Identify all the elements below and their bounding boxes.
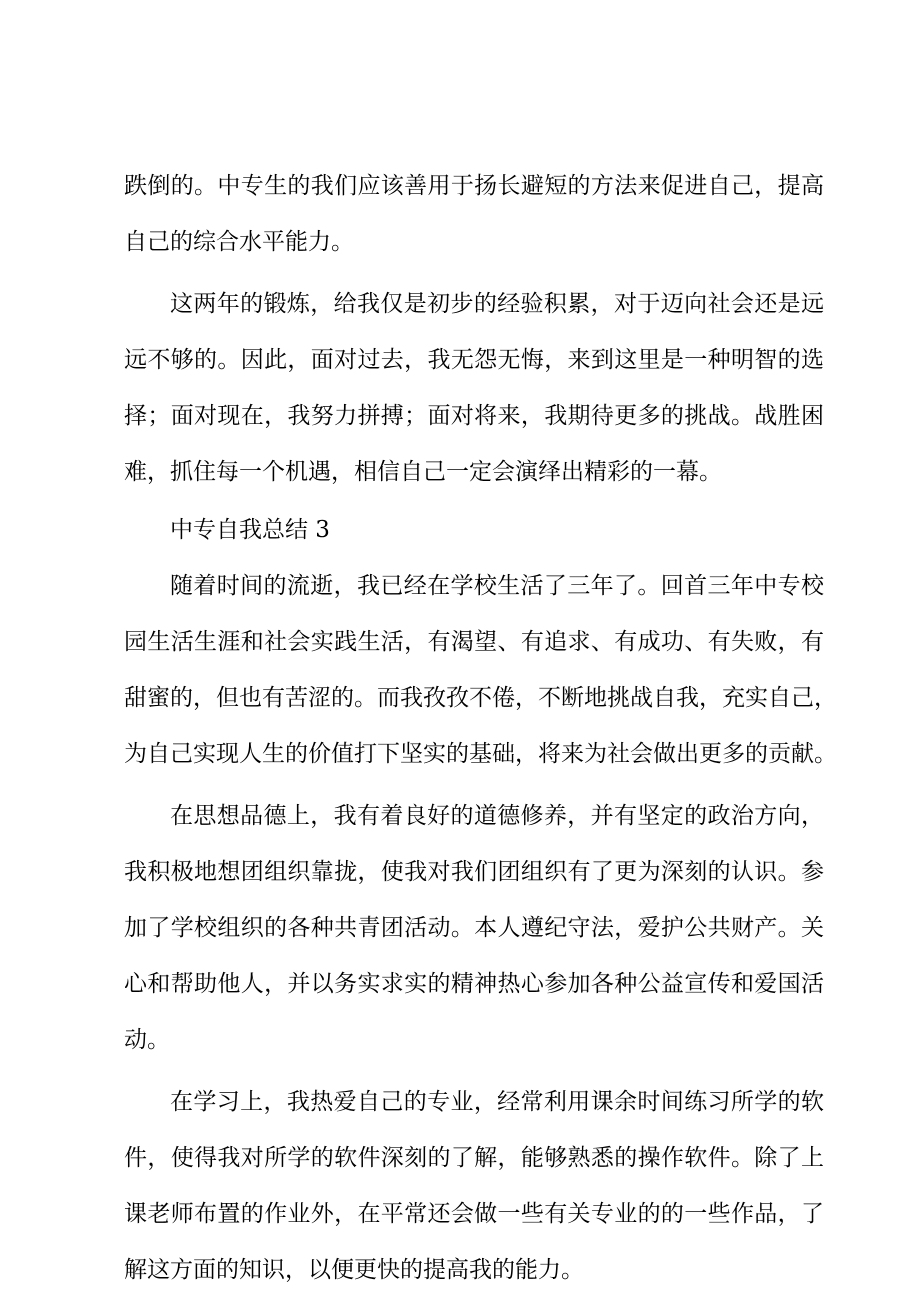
- paragraph-2-line-1: 这两年的锻炼，给我仅是初步的经验积累，对于迈向社会还是远: [170, 291, 824, 317]
- paragraph-3-line-3: 甜蜜的，但也有苦涩的。而我孜孜不倦，不断地挑战自我，充实自己，: [124, 685, 837, 711]
- paragraph-3-line-1: 随着时间的流逝，我已经在学校生活了三年了。回首三年中专校: [170, 573, 824, 599]
- paragraph-4-line-5: 动。: [124, 1027, 170, 1053]
- paragraph-4-line-2: 我积极地想团组织靠拢，使我对我们团组织有了更为深刻的认识。参: [124, 859, 824, 885]
- paragraph-4-line-3: 加了学校组织的各种共青团活动。本人遵纪守法，爱护公共财产。关: [124, 915, 824, 941]
- paragraph-1-line-1: 跌倒的。中专生的我们应该善用于扬长避短的方法来促进自己，提高: [124, 173, 824, 199]
- paragraph-5-line-3: 课老师布置的作业外，在平常还会做一些有关专业的的一些作品，了: [124, 1201, 824, 1227]
- paragraph-2-line-3: 择；面对现在，我努力拼搏；面对将来，我期待更多的挑战。战胜困: [124, 403, 824, 429]
- paragraph-4-line-1: 在思想品德上，我有着良好的道德修养，并有坚定的政治方向，: [170, 803, 824, 829]
- paragraph-1-line-2: 自己的综合水平能力。: [124, 229, 354, 255]
- paragraph-2-line-4: 难，抓住每一个机遇，相信自己一定会演绎出精彩的一幕。: [124, 459, 722, 485]
- paragraph-5-line-1: 在学习上，我热爱自己的专业，经常利用课余时间练习所学的软: [170, 1089, 824, 1115]
- paragraph-3-line-2: 园生活生涯和社会实践生活，有渴望、有追求、有成功、有失败，有: [124, 629, 824, 655]
- paragraph-2-line-2: 远不够的。因此，面对过去，我无怨无悔，来到这里是一种明智的选: [124, 347, 824, 373]
- paragraph-5-line-2: 件，使得我对所学的软件深刻的了解，能够熟悉的操作软件。除了上: [124, 1145, 824, 1171]
- section-heading: 中专自我总结 3: [170, 517, 330, 543]
- paragraph-3-line-4: 为自己实现人生的价值打下坚实的基础，将来为社会做出更多的贡献。: [124, 741, 837, 767]
- paragraph-4-line-4: 心和帮助他人，并以务实求实的精神热心参加各种公益宣传和爱国活: [124, 971, 824, 997]
- paragraph-5-line-4: 解这方面的知识，以便更快的提高我的能力。: [124, 1257, 584, 1283]
